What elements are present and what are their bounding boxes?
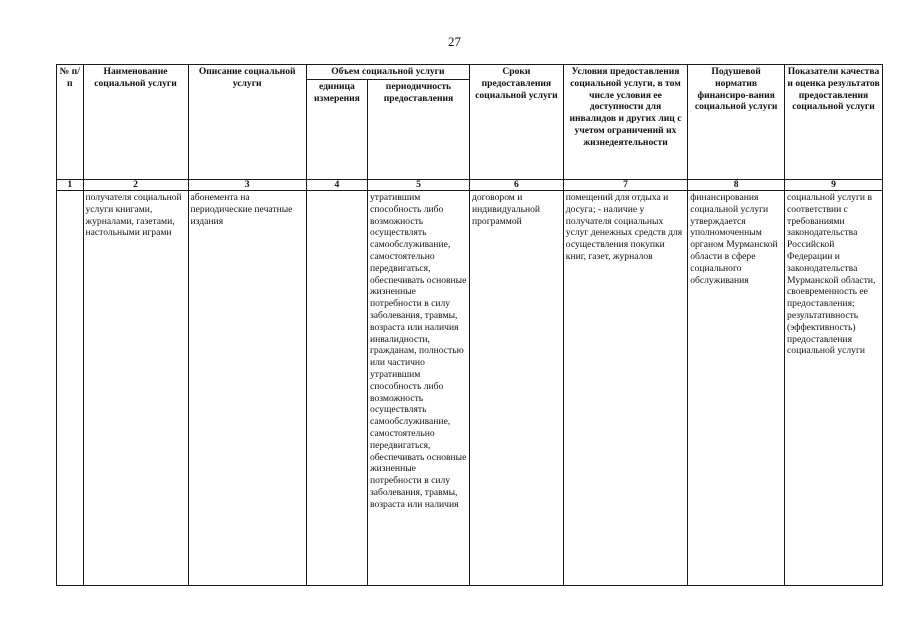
column-number: 5: [367, 180, 469, 191]
header-row: [57, 65, 883, 80]
page-number: 27: [448, 34, 461, 49]
cell-num: [57, 191, 84, 586]
column-number-row: [57, 180, 883, 191]
cell-financing: финансирования социальной услуги утверждается уполномоченным органом Мурманской области в сфере социального обслуживания: [688, 191, 785, 586]
cell-unit: [306, 191, 367, 586]
column-number: 2: [83, 180, 188, 191]
services-table: [56, 64, 883, 586]
column-number: 3: [188, 180, 306, 191]
header-unit: единица измерения: [306, 80, 367, 180]
cell-name: получателя социальной услуги книгами, журналами, газетами, настольными играми: [83, 191, 188, 586]
cell-description: абонемента на периодические печатные издания: [188, 191, 306, 586]
column-number: 4: [306, 180, 367, 191]
cell-indicators: социальной услуги в соответствии с требованиями законодательства Российской Федерации и законодательства Мурманской области, своевременность ее предоставления; результативность (эффективность) предоставления социальной услуги: [785, 191, 883, 586]
column-number: 8: [688, 180, 785, 191]
column-number: 6: [469, 180, 563, 191]
column-number: 9: [785, 180, 883, 191]
header-conditions: Условия предоставления социальной услуги, в том числе условия ее доступности для инвалидов и других лиц с учетом ограничений их жизнедеятельности: [563, 65, 687, 180]
header-num: № п/п: [57, 65, 84, 180]
header-terms: Сроки предоставления социальной услуги: [469, 65, 563, 180]
header-description: Описание социальной услуги: [188, 65, 306, 180]
cell-periodicity: утратившим способность либо возможность осуществлять самообслуживание, самостоятельно передвигаться, обеспечивать основные жизненные потребности в силу заболевания, травмы, возраста или наличия инвалидности, гражданам, полностью или частично утратившим способность либо возможность осуществлять самообслуживание, самостоятельно передвигаться, обеспечивать основные жизненные потребности в силу заболевания, травмы, возраста или наличия: [367, 191, 469, 586]
header-volume-group: Объем социальной услуги: [306, 65, 469, 80]
header-name: Наименование социальной услуги: [83, 65, 188, 180]
column-number: 7: [563, 180, 687, 191]
header-financing: Подушевой норматив финансиро-вания социальной услуги: [688, 65, 785, 180]
cell-conditions: помещений для отдыха и досуга; - наличие у получателя социальных услуг денежных средств для осуществления покупки книг, газет, журналов: [563, 191, 687, 586]
header-periodicity: периодичность предоставления: [367, 80, 469, 180]
column-number: 1: [57, 180, 84, 191]
header-indicators: Показатели качества и оценка результатов предоставления социальной услуги: [785, 65, 883, 180]
table-row: [57, 191, 883, 586]
cell-terms: договором и индивидуальной программой: [469, 191, 563, 586]
